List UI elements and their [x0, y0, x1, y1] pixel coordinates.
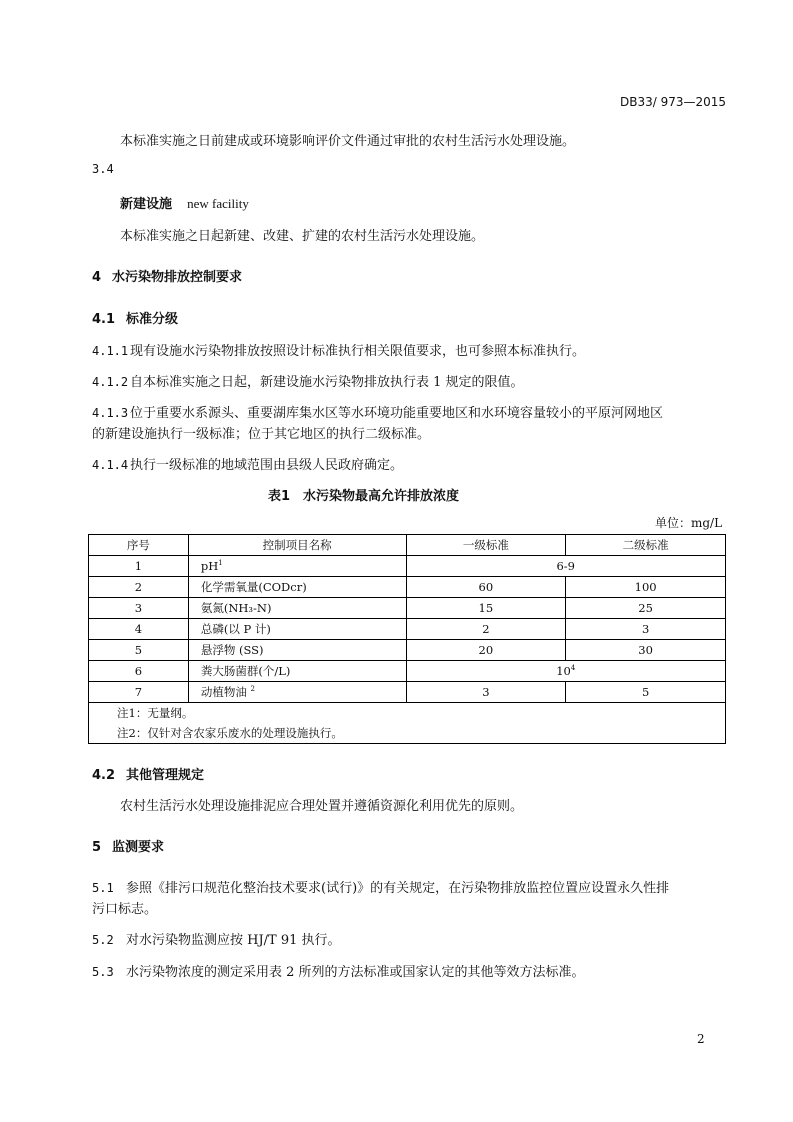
- term-en: new facility: [187, 196, 249, 211]
- clause-text: 现有设施水污染物排放按照设计标准执行相关限值要求，也可参照本标准执行。: [130, 344, 586, 359]
- footnote-mark: 1: [218, 559, 223, 567]
- clause-number: 4.1.4: [92, 458, 129, 472]
- clause-4-1-4: [92, 454, 403, 473]
- clause-4-1-3: [92, 402, 663, 421]
- header-cell: 序号: [89, 535, 189, 556]
- clause-text-line1: 参照《排污口规范化整治技术要求(试行)》的有关规定，在污染物排放监控位置应设置永久性排: [126, 881, 670, 896]
- merged-value: [406, 661, 725, 682]
- item-name: 粪大肠菌群(个/L): [188, 661, 406, 682]
- section-title: 水污染物排放控制要求: [112, 270, 243, 285]
- merged-value: 6-9: [406, 556, 725, 577]
- subsection-number: 4.1: [92, 312, 116, 327]
- header-cell: 控制项目名称: [188, 535, 406, 556]
- subsection-heading-4-1: [92, 308, 178, 327]
- table-note-row: [89, 703, 726, 724]
- page-number: 2: [697, 1032, 705, 1046]
- table-note: 注2：仅针对含农家乐废水的处理设施执行。: [89, 723, 726, 744]
- row-number: 4: [89, 619, 189, 640]
- grade2-value: 30: [566, 640, 726, 661]
- item-text: pH: [200, 559, 219, 573]
- table-row: [89, 640, 726, 661]
- table-row: [89, 556, 726, 577]
- row-number: 7: [89, 682, 189, 703]
- row-number: 6: [89, 661, 189, 682]
- clause-4-1-3-line2: 的新建设施执行一级标准；位于其它地区的执行二级标准。: [92, 427, 431, 442]
- merged-base: 10: [556, 664, 571, 678]
- table-row: [89, 598, 726, 619]
- table-row: [89, 619, 726, 640]
- clause-text-line1: 位于重要水系源头、重要湖库集水区等水环境功能重要地区和水环境容量较小的平原河网地区: [130, 406, 664, 421]
- clause-5-2: [92, 929, 341, 948]
- term-definition: 本标准实施之日起新建、改建、扩建的农村生活污水处理设施。: [120, 229, 485, 244]
- section-number: 4: [92, 270, 102, 285]
- header-cell: 一级标准: [406, 535, 566, 556]
- clause-5-1: [92, 877, 669, 896]
- grade1-value: 20: [406, 640, 566, 661]
- header-cell: 二级标准: [566, 535, 726, 556]
- clause-number: 4.1.2: [92, 375, 129, 389]
- clause-text: 对水污染物监测应按 HJ/T 91 执行。: [126, 933, 341, 948]
- subsection-heading-4-2: [92, 764, 204, 783]
- clause-4-1-2: [92, 371, 524, 390]
- item-name: 氨氮(NH₃-N): [188, 598, 406, 619]
- item-text: 动植物油: [200, 685, 247, 699]
- term-3-4: [120, 193, 249, 212]
- footnote-mark: 2: [250, 685, 255, 693]
- clause-number: 5.2: [92, 933, 114, 947]
- clause-text: 自本标准实施之日起，新建设施水污染物排放执行表 1 规定的限值。: [130, 375, 524, 390]
- paragraph-4-2: 农村生活污水处理设施排泥应合理处置并遵循资源化利用优先的原则。: [120, 799, 524, 814]
- subsection-title: 其他管理规定: [126, 768, 205, 783]
- section-heading-5: [92, 836, 164, 855]
- table-caption: 表1 水污染物最高允许排放浓度: [268, 489, 460, 504]
- grade1-value: 15: [406, 598, 566, 619]
- row-number: 2: [89, 577, 189, 598]
- intro-paragraph: 本标准实施之日前建成或环境影响评价文件通过审批的农村生活污水处理设施。: [120, 134, 576, 149]
- section-heading-4: [92, 266, 242, 285]
- item-name: 化学需氧量(CODcr): [188, 577, 406, 598]
- clause-number: 5.1: [92, 881, 114, 895]
- row-number: 1: [89, 556, 189, 577]
- table-note-row: [89, 723, 726, 744]
- term-cn: 新建设施: [120, 197, 173, 212]
- grade1-value: 2: [406, 619, 566, 640]
- clause-number: 4.1.1: [92, 344, 129, 358]
- clause-text: 水污染物浓度的测定采用表 2 所列的方法标准或国家认定的其他等效方法标准。: [126, 965, 585, 980]
- section-title: 监测要求: [112, 840, 165, 855]
- exponent: 4: [570, 664, 576, 672]
- table-unit: 单位：mg/L: [655, 516, 723, 530]
- item-name: 悬浮物 (SS): [188, 640, 406, 661]
- subsection-title: 标准分级: [126, 312, 179, 327]
- grade2-value: 100: [566, 577, 726, 598]
- standard-code: DB33/ 973—2015: [620, 95, 727, 109]
- table-note: 注1：无量纲。: [89, 703, 726, 724]
- emission-limits-table: [88, 534, 726, 744]
- section-number: 5: [92, 840, 102, 855]
- table-header-row: [89, 535, 726, 556]
- clause-4-1-1: [92, 340, 585, 359]
- item-name: [188, 556, 406, 577]
- grade2-value: 3: [566, 619, 726, 640]
- clause-text: 执行一级标准的地域范围由县级人民政府确定。: [130, 458, 404, 473]
- clause-5-1-line2: 污口标志。: [92, 902, 158, 917]
- table-row: [89, 661, 726, 682]
- clause-number: 5.3: [92, 965, 114, 979]
- grade2-value: 5: [566, 682, 726, 703]
- subsection-number: 4.2: [92, 768, 116, 783]
- clause-number: 4.1.3: [92, 406, 129, 420]
- grade1-value: 60: [406, 577, 566, 598]
- clause-number-3-4: 3.4: [92, 162, 114, 176]
- item-name: [188, 682, 406, 703]
- grade2-value: 25: [566, 598, 726, 619]
- item-name: 总磷(以 P 计): [188, 619, 406, 640]
- row-number: 3: [89, 598, 189, 619]
- table-row: [89, 682, 726, 703]
- table-row: [89, 577, 726, 598]
- row-number: 5: [89, 640, 189, 661]
- grade1-value: 3: [406, 682, 566, 703]
- clause-5-3: [92, 961, 585, 980]
